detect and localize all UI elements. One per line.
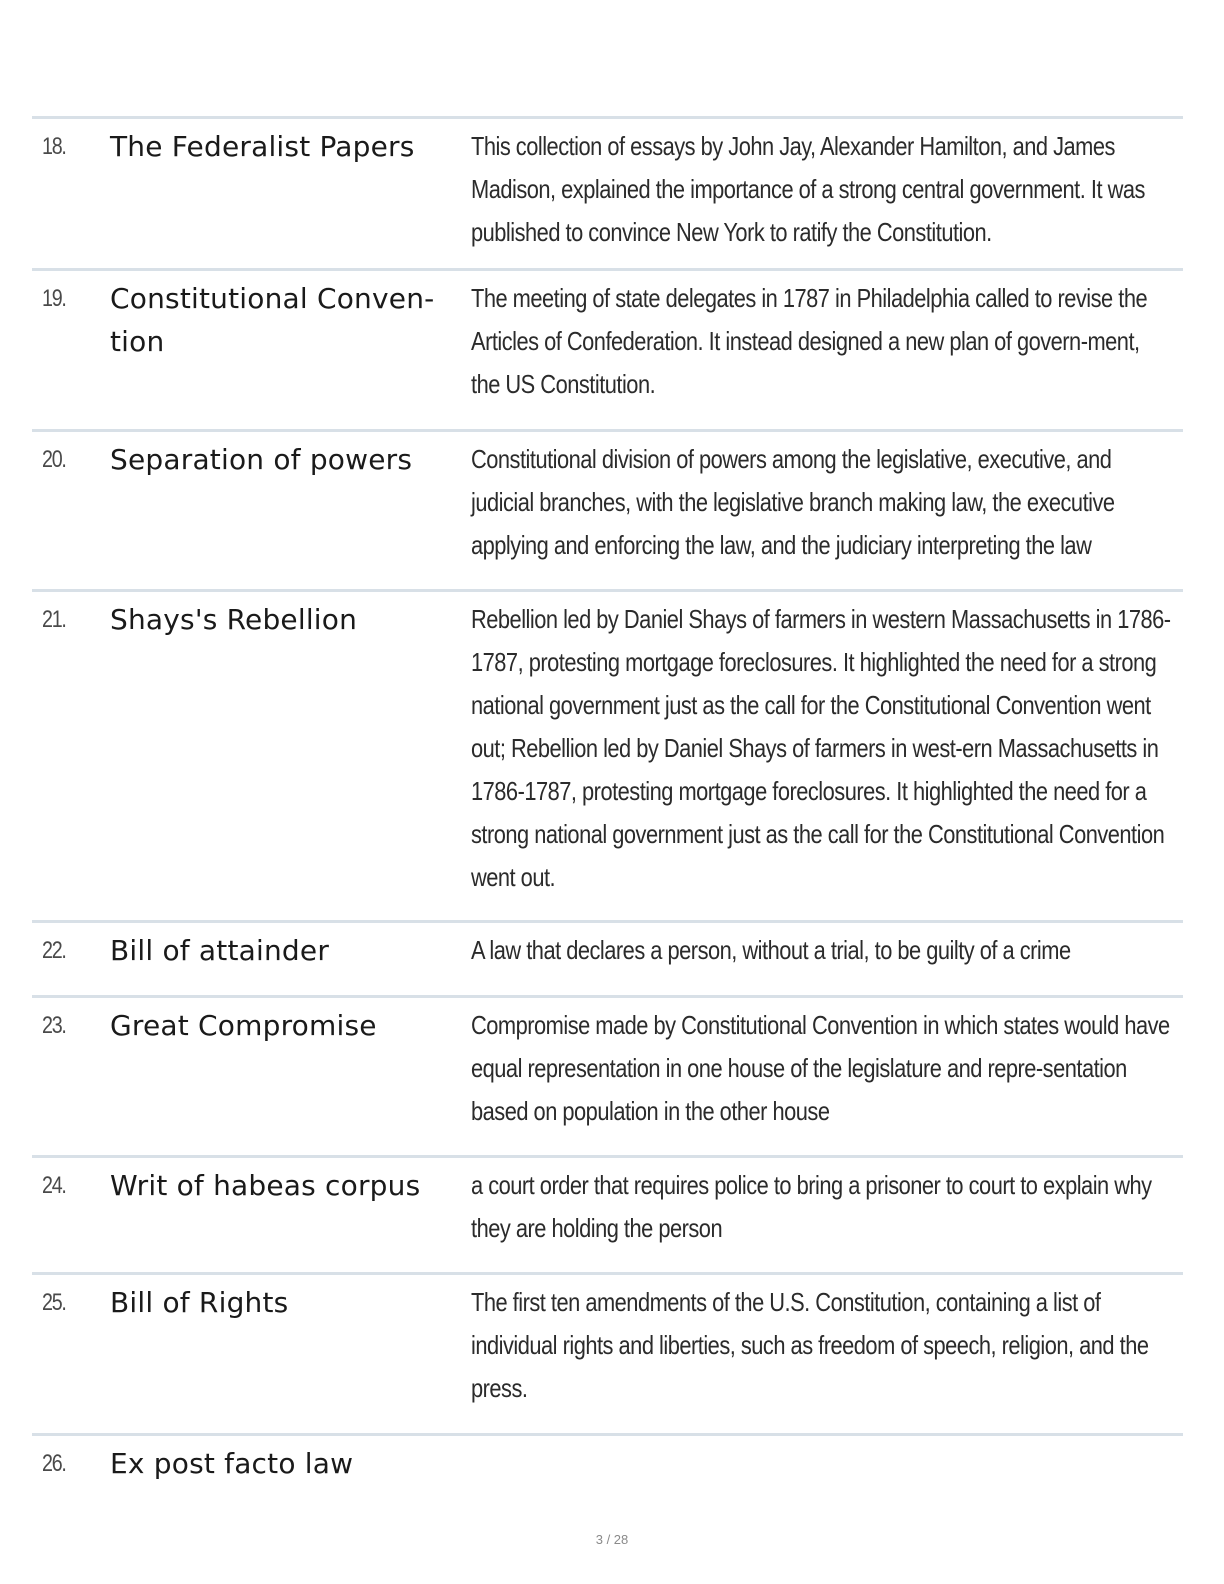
term-number: 21.: [42, 606, 66, 633]
page-number: 3 / 28: [595, 1532, 629, 1547]
term-list: [32, 116, 1183, 1493]
term-title: Ex post facto law: [110, 1447, 354, 1480]
term-definition: The meeting of state delegates in 1787 in Philadelphia called to revise the Articles of Confederation. It instead designed a new plan of govern-ment, the US Constitution.: [471, 283, 1148, 399]
term-number: 25.: [42, 1289, 66, 1316]
term-row: [32, 268, 1183, 429]
term-title: Bill of Rights: [110, 1286, 289, 1319]
term-title: Bill of attainder: [110, 934, 330, 967]
term-definition: The first ten amendments of the U.S. Constitution, containing a list of individual rights and liberties, such as freedom of speech, religion, and the press.: [471, 1287, 1149, 1403]
term-definition: Rebellion led by Daniel Shays of farmers in western Massachusetts in 1786-1787, protesting mortgage foreclosures. It highlighted the need for a strong national government just as the call for the Constitutional Convention went out; Rebellion led by Daniel Shays of farmers in west-ern Massachusetts in 1786-1787, protesting mortgage foreclosures. It highlighted the need for a strong national government just as the call for the Constitutional Convention went out.: [471, 604, 1171, 892]
term-title: Great Compromise: [110, 1009, 377, 1042]
term-number: 20.: [42, 446, 66, 473]
term-title: Constitutional Conven-tion: [110, 282, 435, 358]
term-row: [32, 995, 1183, 1155]
term-definition: This collection of essays by John Jay, Alexander Hamilton, and James Madison, explained the importance of a strong central government. It was published to convince New York to ratify the Constitution.: [471, 131, 1145, 247]
term-row: [32, 589, 1183, 920]
term-row: [32, 1272, 1183, 1433]
term-number: 22.: [42, 937, 66, 964]
term-row: [32, 1433, 1183, 1493]
term-definition: a court order that requires police to bring a prisoner to court to explain why they are holding the person: [471, 1170, 1152, 1243]
term-title: Shays's Rebellion: [110, 603, 358, 636]
term-row: [32, 1155, 1183, 1272]
term-row: [32, 429, 1183, 589]
term-number: 19.: [42, 285, 66, 312]
term-definition: [471, 1440, 1171, 1442]
term-title: Writ of habeas corpus: [110, 1169, 421, 1202]
term-row: [32, 116, 1183, 268]
term-number: 23.: [42, 1012, 66, 1039]
term-definition: Compromise made by Constitutional Convention in which states would have equal representation in one house of the legislature and repre-sentation based on population in the other house: [471, 1010, 1170, 1126]
term-number: 26.: [42, 1450, 66, 1477]
term-number: 18.: [42, 133, 66, 160]
term-title: The Federalist Papers: [110, 130, 415, 163]
term-title: Separation of powers: [110, 443, 413, 476]
term-definition: A law that declares a person, without a trial, to be guilty of a crime: [471, 935, 1071, 965]
term-number: 24.: [42, 1172, 66, 1199]
term-definition: Constitutional division of powers among the legislative, executive, and judicial branches, with the legislative branch making law, the executive applying and enforcing the law, and the judiciary interpreting the law: [471, 444, 1115, 560]
term-row: [32, 920, 1183, 995]
